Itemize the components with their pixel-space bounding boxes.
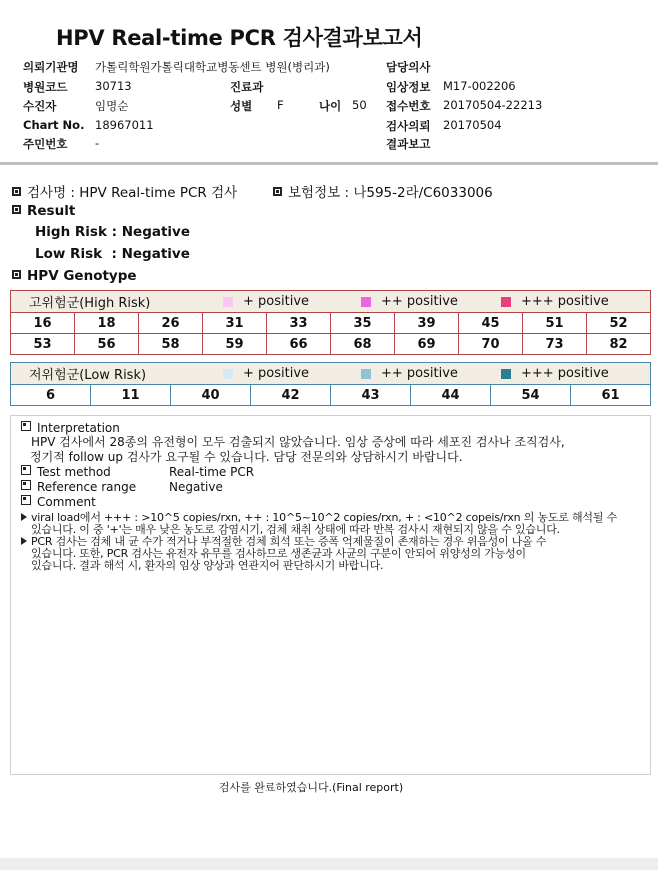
genotype-cell: 56: [75, 334, 139, 355]
reference-range-value: Negative: [169, 480, 223, 494]
insurance-label: 보험정보 :: [288, 185, 350, 201]
lr-legend-plus-label: + positive: [243, 366, 310, 381]
chart-no-label: Chart No.: [23, 118, 85, 132]
test-name-label: 검사명 :: [27, 185, 75, 201]
footer-band: [0, 858, 658, 870]
high-risk-table: [10, 312, 651, 355]
hospital-code-label: 병원코드: [23, 80, 68, 94]
comment-line: PCR 검사는 검체 내 균 수가 적거나 부적절한 검체 희석 또는 증폭 억제물질이 존재하는 경우 위음성이 나올 수: [31, 535, 547, 548]
table-row: [11, 334, 651, 355]
collector-label: 수진자: [23, 99, 57, 113]
square-bullet-icon: [21, 480, 31, 490]
meta-chart-no: [23, 118, 154, 132]
swatch-icon: [361, 369, 371, 379]
swatch-icon: [223, 369, 233, 379]
lr-legend-plusplusplus: [501, 366, 609, 381]
sex-value: F: [277, 98, 284, 112]
high-risk-title: 고위험군(High Risk): [29, 296, 151, 311]
comment-heading: [21, 495, 96, 509]
square-bullet-icon: [273, 187, 282, 196]
interpretation-box: [10, 415, 651, 775]
genotype-cell: 82: [587, 334, 651, 355]
hr-legend-plusplusplus: [501, 294, 609, 309]
square-bullet-icon: [21, 495, 31, 505]
triangle-bullet-icon: [21, 513, 27, 521]
lr-legend-plusplusplus-label: +++ positive: [521, 366, 609, 381]
genotype-cell: 35: [331, 313, 395, 334]
age-label: 나이: [319, 99, 342, 113]
genotype-cell: 39: [395, 313, 459, 334]
low-risk-table: [10, 384, 651, 406]
high-risk-value: Negative: [121, 224, 191, 240]
meta-doctor: [386, 59, 430, 75]
id-no-label: 주민번호: [23, 137, 68, 151]
department-label: 진료과: [230, 80, 264, 94]
genotype-cell: 31: [203, 313, 267, 334]
hr-legend-plusplusplus-label: +++ positive: [521, 294, 609, 309]
interpretation-text: [31, 435, 565, 465]
genotype-cell: 70: [459, 334, 523, 355]
interpretation-line: 정기적 follow up 검사가 요구될 수 있습니다. 담당 전문의와 상담하시기 바랍니다.: [30, 450, 463, 464]
meta-sex: [230, 98, 284, 114]
sex-label: 성별: [230, 99, 253, 113]
genotype-cell: 40: [171, 385, 251, 406]
square-bullet-icon: [12, 187, 21, 196]
institution-value: 가톨릭학원가톨릭대학교병동센트 병원(병리과): [95, 60, 330, 74]
test-name-line: [12, 181, 237, 201]
swatch-icon: [361, 297, 371, 307]
result-heading: [12, 203, 75, 219]
meta-request-date: [386, 118, 502, 134]
meta-receipt-no: [386, 98, 543, 114]
genotype-cell: 59: [203, 334, 267, 355]
genotype-cell: 53: [11, 334, 75, 355]
comment-line: viral load에서 +++ : >10^5 copies/rxn, ++ : 10^5~10^2 copies/rxn, + : <10^2 copeis/rxn 의 농도로 해석될 수: [31, 511, 617, 524]
lr-legend-plusplus: [361, 366, 458, 381]
reference-range-row: [21, 480, 223, 494]
hr-legend-plus-label: + positive: [243, 294, 310, 309]
interpretation-heading-text: Interpretation: [37, 421, 120, 435]
interpretation-heading: [21, 421, 120, 435]
header-divider: [0, 162, 658, 165]
comment-1: [21, 512, 617, 536]
low-risk-result: [35, 246, 190, 262]
low-risk-header: [10, 362, 651, 384]
meta-age: [319, 98, 367, 114]
meta-collector: [23, 98, 129, 114]
genotype-cell: 6: [11, 385, 91, 406]
swatch-icon: [501, 369, 511, 379]
lr-legend-plusplus-label: ++ positive: [381, 366, 458, 381]
genotype-heading-text: HPV Genotype: [27, 268, 137, 284]
id-no-value: -: [95, 136, 100, 150]
request-date-label: 검사의뢰: [386, 119, 431, 133]
square-bullet-icon: [12, 270, 21, 279]
clinical-info-value: M17-002206: [443, 79, 516, 93]
meta-hospital-code: [23, 79, 132, 95]
high-risk-label: High Risk :: [35, 224, 118, 240]
square-bullet-icon: [21, 465, 31, 475]
genotype-cell: 33: [267, 313, 331, 334]
hr-legend-plus: [223, 294, 309, 309]
low-risk-label: Low Risk :: [35, 246, 117, 262]
institution-label: 의뢰기관명: [23, 60, 79, 74]
test-method-value: Real-time PCR: [169, 465, 255, 479]
genotype-cell: 68: [331, 334, 395, 355]
report-date-label: 결과보고: [386, 137, 431, 151]
meta-id-no: [23, 136, 100, 152]
genotype-cell: 18: [75, 313, 139, 334]
swatch-icon: [501, 297, 511, 307]
comment-2: [21, 536, 546, 572]
genotype-cell: 69: [395, 334, 459, 355]
test-method-label: Test method: [37, 465, 111, 479]
high-risk-header: [10, 290, 651, 312]
hr-legend-plusplus-label: ++ positive: [381, 294, 458, 309]
swatch-icon: [223, 297, 233, 307]
lr-legend-plus: [223, 366, 309, 381]
interpretation-line: HPV 검사에서 28종의 유전형이 모두 검출되지 않았습니다. 임상 증상에 따라 세포진 검사나 조직검사,: [31, 435, 565, 449]
table-row: [11, 313, 651, 334]
genotype-cell: 73: [523, 334, 587, 355]
chart-no-value: 18967011: [95, 118, 154, 132]
genotype-cell: 61: [571, 385, 651, 406]
receipt-no-label: 접수번호: [386, 99, 431, 113]
low-risk-title: 저위험군(Low Risk): [29, 368, 147, 383]
low-risk-value: Negative: [121, 246, 190, 262]
doctor-label: 담당의사: [386, 60, 431, 74]
meta-institution: [23, 59, 330, 75]
high-risk-result: [35, 224, 190, 240]
triangle-bullet-icon: [21, 537, 27, 545]
collector-value: 임명순: [95, 99, 129, 113]
insurance-value: 나595-2라/C6033006: [353, 185, 493, 201]
receipt-no-value: 20170504-22213: [443, 98, 543, 112]
genotype-cell: 51: [523, 313, 587, 334]
clinical-info-label: 임상정보: [386, 80, 431, 94]
table-row: [11, 385, 651, 406]
genotype-cell: 16: [11, 313, 75, 334]
final-report-note: 검사를 완료하였습니다.(Final report): [218, 781, 404, 794]
meta-report-date: [386, 136, 430, 152]
genotype-cell: 66: [267, 334, 331, 355]
age-value: 50: [352, 98, 367, 112]
genotype-cell: 54: [491, 385, 571, 406]
genotype-cell: 43: [331, 385, 411, 406]
test-method-row: [21, 465, 255, 479]
genotype-heading: [12, 268, 137, 284]
meta-clinical-info: [386, 79, 516, 95]
comment-heading-text: Comment: [37, 495, 96, 509]
comment-line: 있습니다. 결과 해석 시, 환자의 임상 양상과 연관지어 판단하시기 바랍니다.: [31, 559, 384, 572]
square-bullet-icon: [21, 421, 31, 431]
request-date-value: 20170504: [443, 118, 502, 132]
hr-legend-plusplus: [361, 294, 458, 309]
result-heading-text: Result: [27, 203, 76, 219]
hospital-code-value: 30713: [95, 79, 132, 93]
test-name-value: HPV Real-time PCR 검사: [79, 185, 238, 201]
genotype-cell: 52: [587, 313, 651, 334]
reference-range-label: Reference range: [37, 480, 137, 494]
insurance-line: [273, 181, 493, 201]
report-title: HPV Real-time PCR 검사결과보고서: [56, 26, 423, 50]
genotype-cell: 26: [139, 313, 203, 334]
genotype-cell: 58: [139, 334, 203, 355]
genotype-cell: 42: [251, 385, 331, 406]
genotype-cell: 11: [91, 385, 171, 406]
square-bullet-icon: [12, 205, 21, 214]
comment-line: 있습니다. 이 중 '+'는 매우 낮은 농도로 감염시기, 검체 채취 상태에 따라 반복 검사시 재현되지 않을 수 있습니다.: [31, 523, 560, 536]
genotype-cell: 45: [459, 313, 523, 334]
genotype-cell: 44: [411, 385, 491, 406]
meta-department: [230, 79, 263, 95]
comment-line: 있습니다. 또한, PCR 검사는 유전자 유무를 검사하므로 생존균과 사균의 구분이 안되어 위양성의 가능성이: [31, 547, 526, 560]
